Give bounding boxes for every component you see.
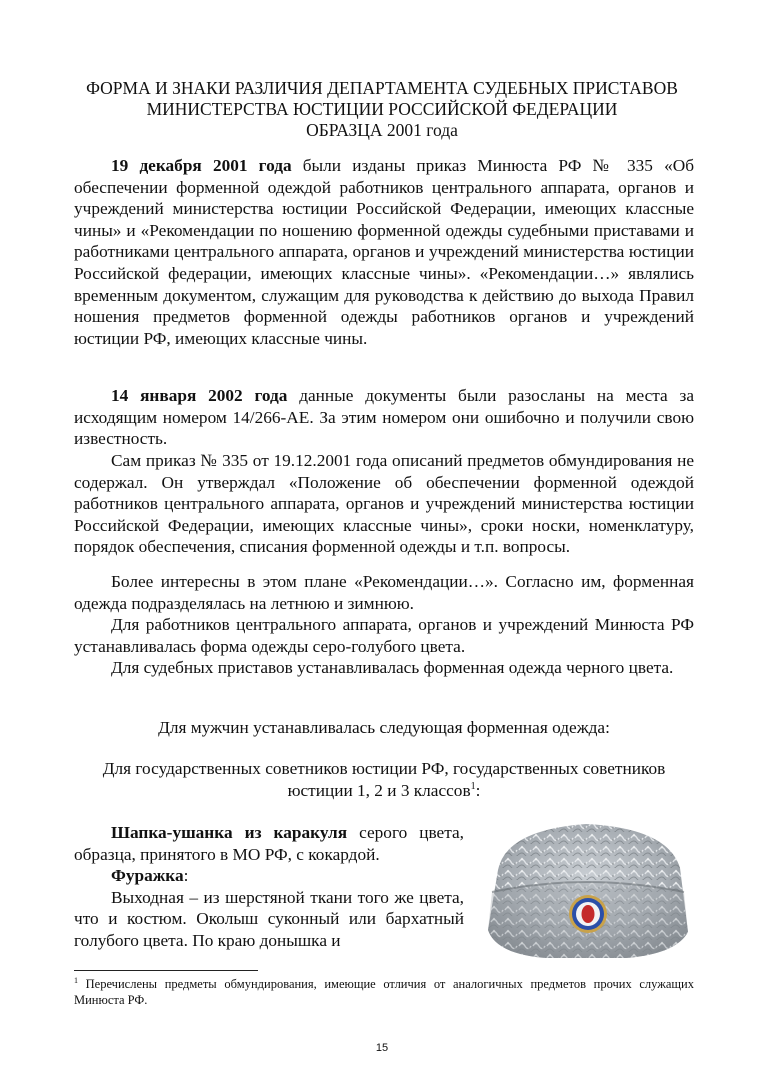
footnote-mark: 1 [74, 975, 78, 985]
paragraph-4: Более интересны в этом плане «Рекомендации…». Согласно им, форменная одежда подразделялась на летнюю и зимнюю. [74, 572, 694, 613]
footnote-text: Перечислены предметы обмундирования, имеющие отличия от аналогичных предметов прочих служащих Минюста РФ. [74, 977, 694, 1007]
footnote-reference: 1 [470, 780, 476, 792]
paragraph-2-text: данные документы были разосланы на места за исходящим номером 14/266-АЕ. За этим номером они ошибочно и получили свою известность. [74, 386, 694, 449]
cockade-icon [569, 895, 607, 933]
title-line-3: ОБРАЗЦА 2001 года [306, 120, 458, 140]
paragraph-6: Для судебных приставов устанавливалась форменная одежда черного цвета. [111, 658, 674, 677]
document-title [70, 78, 694, 141]
cap-name: Фуражка [111, 866, 184, 886]
page-number: 15 [375, 1042, 389, 1054]
title-line-2: МИНИСТЕРСТВА ЮСТИЦИИ РОССИЙСКОЙ ФЕДЕРАЦИИ [146, 99, 618, 119]
footnote-separator [74, 970, 258, 971]
cap-description: Выходная – из шерстяной ткани того же цвета, что и костюм. Околыш суконный или бархатный голубого цвета. По краю донышка и [74, 887, 464, 950]
rank-subheading-line-1: Для государственных советников юстиции РФ, государственных советников [102, 759, 666, 778]
cap-heading: Фуражка: [111, 866, 189, 886]
title-line-1: ФОРМА И ЗНАКИ РАЗЛИЧИЯ ДЕПАРТАМЕНТА СУДЕБНЫХ ПРИСТАВОВ [86, 78, 678, 98]
paragraph-2 [74, 385, 694, 450]
men-uniform-heading: Для мужчин устанавливалась следующая форменная одежда: [158, 718, 610, 737]
paragraph-1-text: были изданы приказ Минюста РФ № 335 «Об обеспечении форменной одеждой работников центрального аппарата, органов и учреждений министерства юстиции Российской Федерации, имеющих классные чины» и «Рекомендации по ношению форменной одежды судебными приставами и работниками центрального аппарата, органов и учреждений министерства юстиции Российской федерации, имеющих классные чины». «Рекомендации…» являлись временным документом, служащим для руководства к действию до выхода Правил ношения предметов форменной одежды работников органов и учреждений юстиции РФ, имеющих классные чины. [74, 156, 694, 348]
paragraph-3: Сам приказ № 335 от 19.12.2001 года описаний предметов обмундирования не содержал. Он утверждал «Положение об обеспечении форменной одеждой работников центрального аппарата, органов и учреждений министерства юстиции Российской Федерации, имеющих классные чины», сроки носки, номенклатуру, порядок обеспечения, списания форменной одежды и т.п. вопросы. [74, 451, 694, 557]
date-2001: 19 декабря 2001 года [111, 156, 292, 175]
rank-subheading-line-2: юстиции 1, 2 и 3 классов$^1$: [287, 780, 481, 800]
paragraph-1 [74, 155, 694, 349]
footnote [74, 976, 694, 1008]
date-2002: 14 января 2002 года [111, 386, 288, 405]
uniform-items [74, 822, 464, 952]
hat-description: Шапка-ушанка из каракуля серого цвета, образца, принятого в МО РФ, с кокардой. [74, 823, 464, 864]
karakul-hat-photo [476, 808, 698, 968]
paragraph-5: Для работников центрального аппарата, органов и учреждений Минюста РФ устанавливалась форма одежды серо-голубого цвета. [74, 615, 694, 656]
hat-name: Шапка-ушанка из каракуля [111, 823, 348, 842]
rank-subheading [74, 758, 694, 801]
